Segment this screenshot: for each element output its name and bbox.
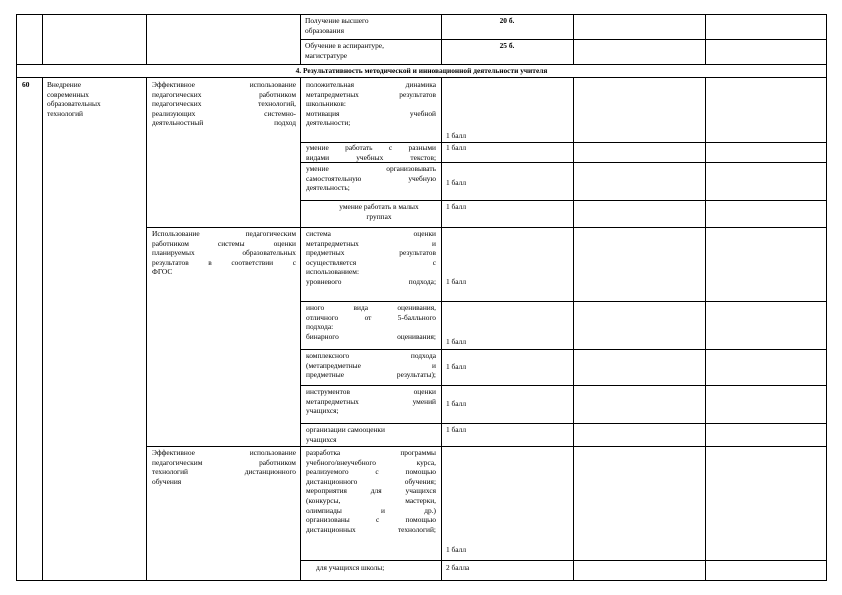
table-border-left (16, 14, 17, 581)
item-text: для учащихся школы; (316, 563, 385, 572)
item-points: 1 балл (446, 425, 467, 434)
item-points: 1 балл (446, 399, 467, 408)
item-points: 1 балл (446, 337, 467, 346)
item-points: 1 балл (446, 131, 467, 140)
item-text: иного вида оценивания, отличного от 5-балльного подхода: бинарного оценивания; (306, 303, 436, 341)
item-points: 2 балла (446, 563, 470, 572)
item-text: организации самооценки учащихся (306, 425, 385, 444)
item-text: система оценки метапредметных и предметных результатов осуществляется с использованием: уровневого подхода; (306, 229, 436, 286)
top-row-2-text: Обучение в аспирантуре, магистратуре (305, 41, 384, 60)
item-text: инструментов оценки метапредметных умений учащихся; (306, 387, 436, 416)
item-text: умение организовывать самостоятельную учебную деятельность; (306, 164, 436, 193)
item-points: 1 балл (446, 545, 467, 554)
item-text: положительная динамика метапредметных результатов школьников: мотивация учебной деятельности; (306, 80, 436, 128)
item-text: разработка программы учебного/внеучебного курса, реализуемого с помощью дистанционного обучения; мероприятия для учащихся (конкурсы, мастерки, олимпиады и др.) организованы с помощью дистанционных технологий; (306, 448, 436, 534)
item-points: 1 балл (446, 362, 467, 371)
item-points: 1 балл (446, 143, 467, 152)
indicator-1: Эффективное использование педагогических работником педагогических технологий, реализующих системно- деятельностный подход (152, 80, 296, 128)
top-row-1-points: 20 б. (499, 16, 515, 25)
item-text: умение работать с разными видами учебных текстов; (306, 143, 436, 162)
item-text: комплексного подхода (метапредметные и предметные результаты); (306, 351, 436, 380)
row-number: 60 (22, 80, 30, 89)
item-points: 1 балл (446, 202, 467, 211)
item-text: умение работать в малых группах (339, 202, 419, 221)
section-title: 4. Результативность методической и инновационной деятельности учителя (295, 66, 548, 75)
item-points: 1 балл (446, 277, 467, 286)
criteria-table (16, 14, 827, 581)
top-row-1-text: Получение высшего образования (305, 16, 369, 35)
indicator-2: Использование педагогическим работником системы оценки планируемых образовательных результатов в соответствии с ФГОС (152, 229, 296, 277)
criterion-text: Внедрение современных образовательных технологий (47, 80, 101, 118)
top-row-2-points: 25 б. (499, 41, 515, 50)
item-points: 1 балл (446, 178, 467, 187)
indicator-3: Эффективное использование педагогическим работником технологий дистанционного обучения (152, 448, 296, 486)
table-border-right (826, 14, 827, 581)
